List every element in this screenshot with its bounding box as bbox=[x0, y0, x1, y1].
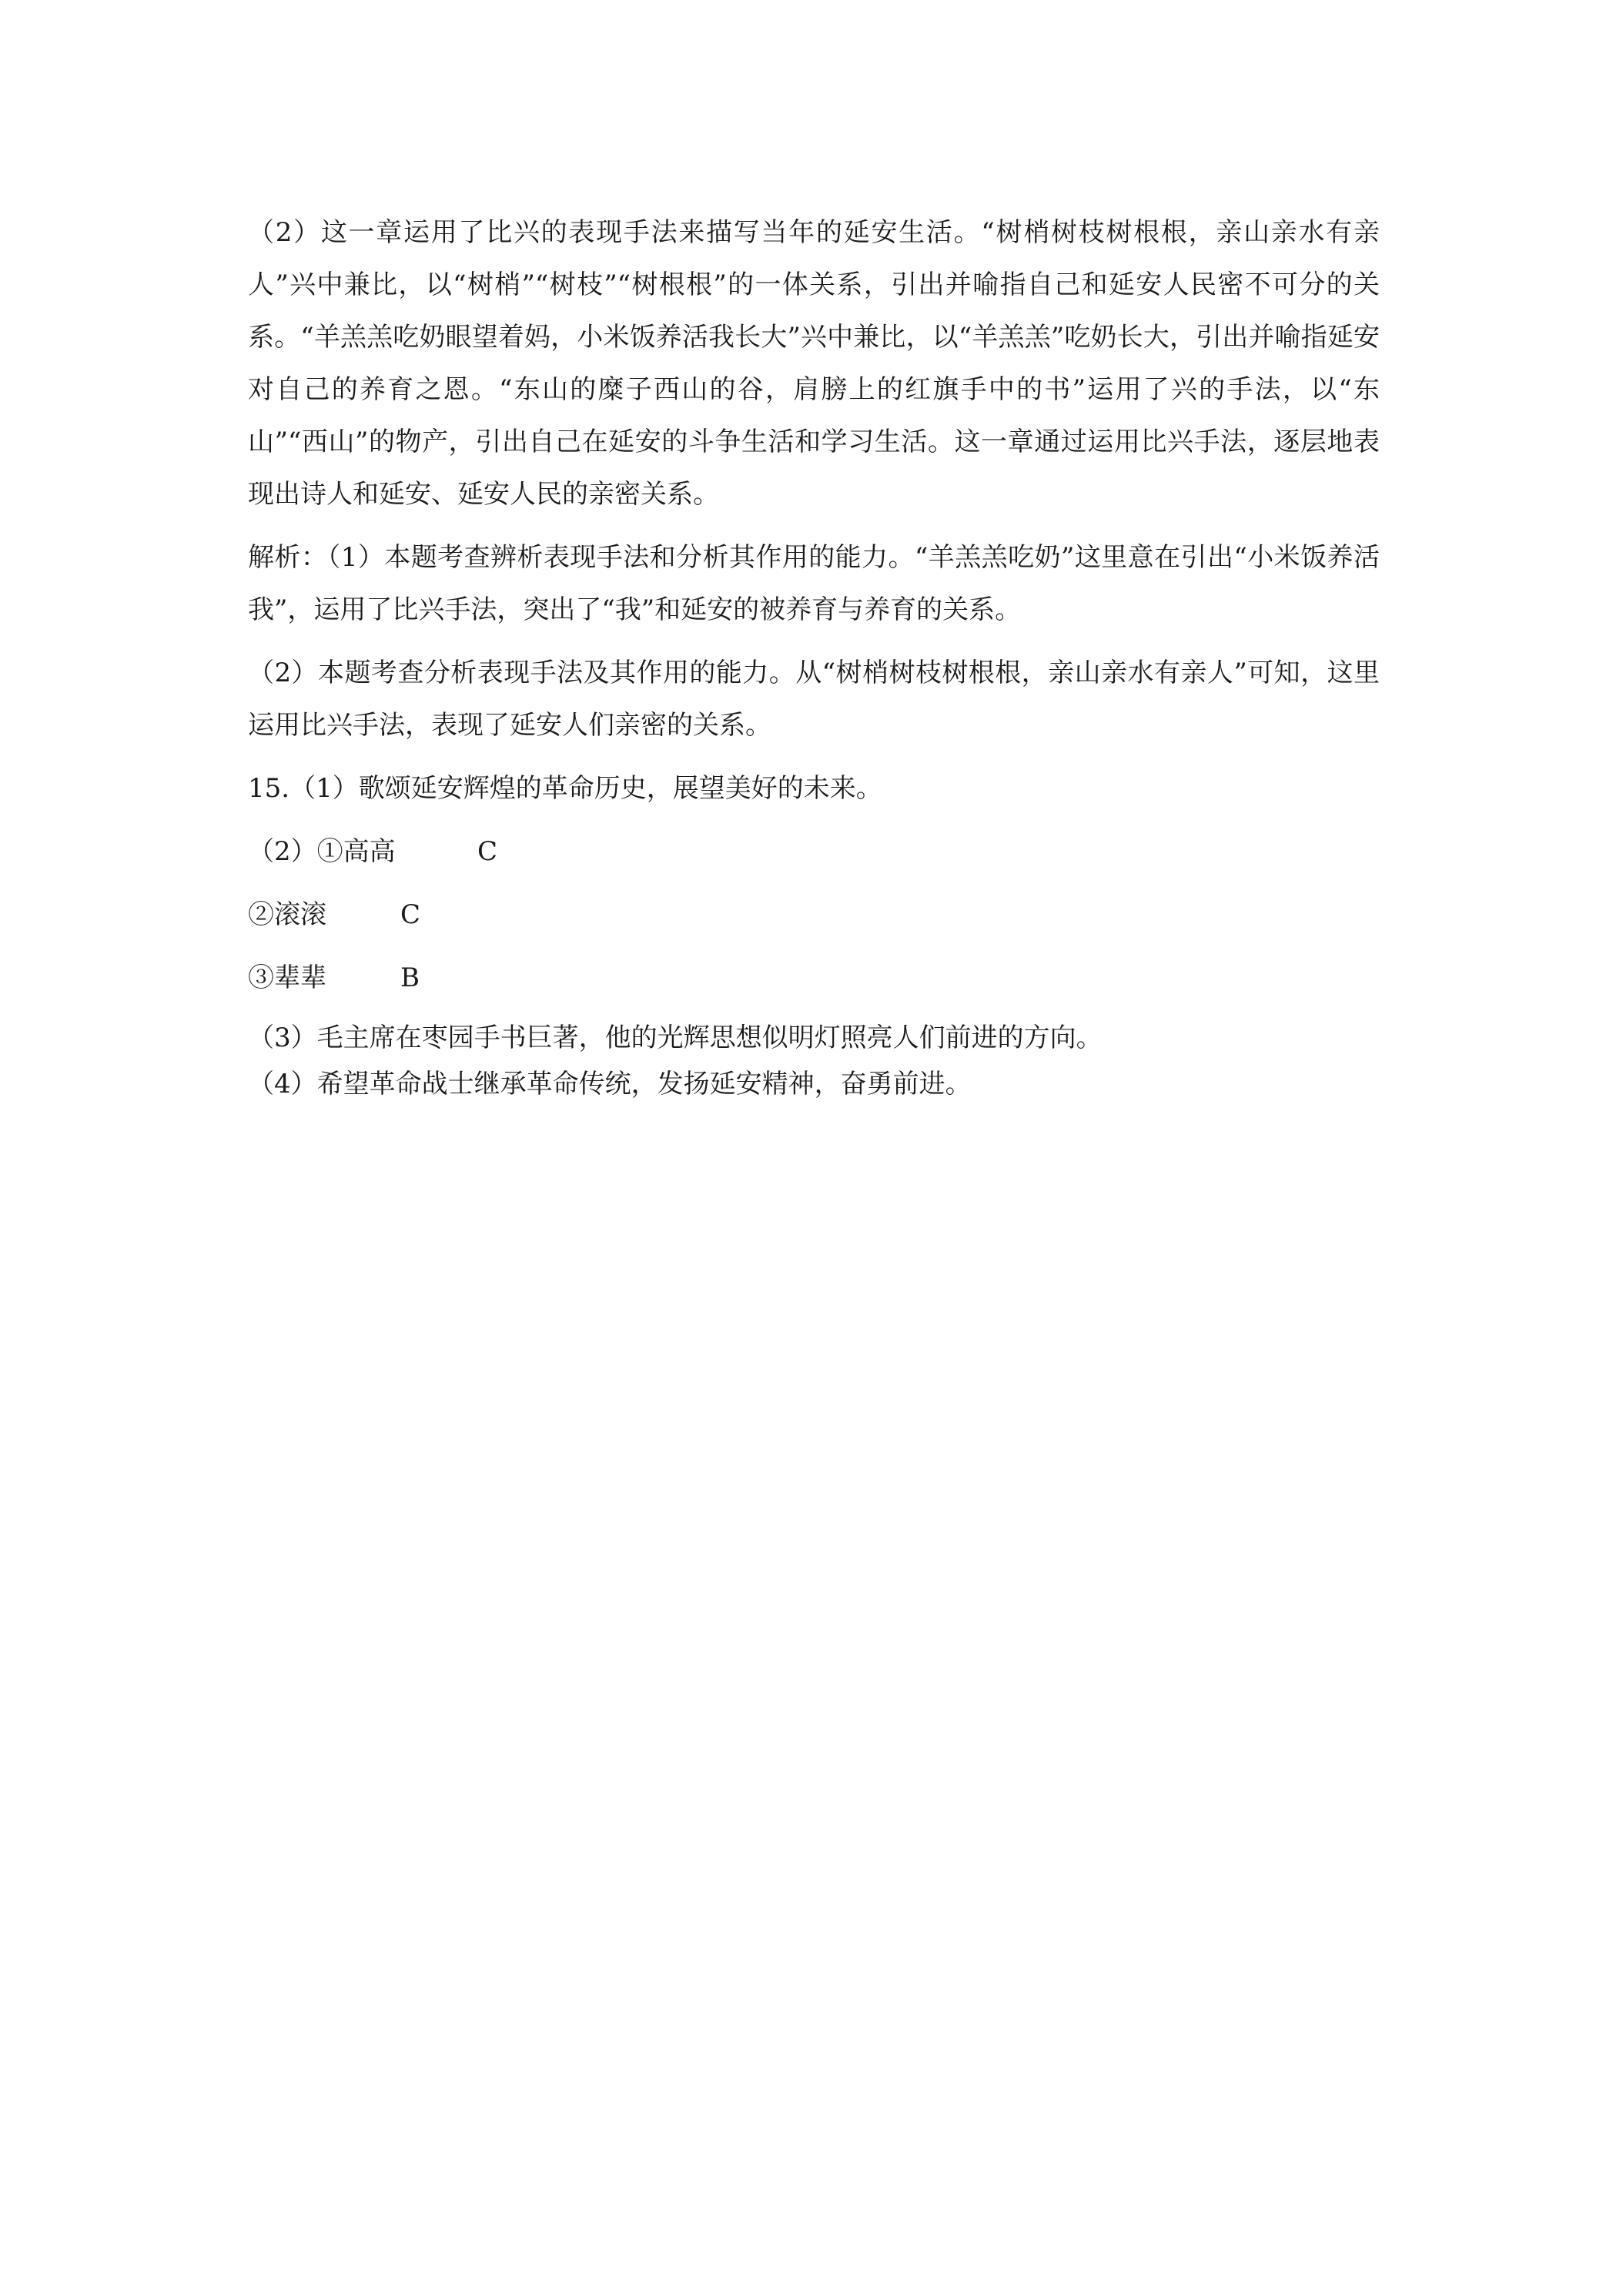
paragraph-explanation-2: （2）本题考查分析表现手法及其作用的能力。从“树梢树枝树根根，亲山亲水有亲人”可知，这里运用比兴手法，表现了延安人们亲密的关系。 bbox=[248, 658, 1380, 741]
paragraph-explanation-1: 解析：（1）本题考查辨析表现手法和分析其作用的能力。“羊羔羔吃奶”这里意在引出“小米饭养活我”，运用了比兴手法，突出了“我”和延安的被养育与养育的关系。 bbox=[248, 542, 1380, 625]
choice-row-2 bbox=[248, 889, 1380, 941]
choice-answer-1: C bbox=[477, 836, 498, 867]
paragraph-question-15-4: （4）希望革命战士继承革命传统，发扬延安精神，奋勇前进。 bbox=[248, 1069, 972, 1099]
paragraph-analysis-2: （2）这一章运用了比兴的表现手法来描写当年的延安生活。“树梢树枝树根根，亲山亲水有亲人”兴中兼比，以“树梢”“树枝”“树根根”的一体关系，引出并喻指自己和延安人民密不可分的关系。“羊羔羔吃奶眼望着妈，小米饭养活我长大”兴中兼比，以“羊羔羔”吃奶长大，引出并喻指延安对自己的养育之恩。“东山的糜子西山的谷，肩膀上的红旗手中的书”运用了兴的手法，以“东山”“西山”的物产，引出自己在延安的斗争生活和学习生活。这一章通过运用比兴手法，逐层地表现出诗人和延安、延安人民的亲密关系。 bbox=[248, 217, 1380, 510]
choice-label-2: ②滚滚 bbox=[248, 899, 326, 930]
paragraph-question-15-3: （3）毛主席在枣园手书巨著，他的光辉思想似明灯照亮人们前进的方向。 bbox=[248, 1022, 1103, 1053]
choice-row-1 bbox=[248, 825, 1380, 878]
choice-label-3: ③辈辈 bbox=[248, 962, 326, 993]
choice-row-3 bbox=[248, 952, 1380, 1004]
choice-label-1: （2）①高高 bbox=[248, 836, 396, 867]
choice-answer-3: B bbox=[400, 962, 420, 993]
paragraph-question-15-1: 15.（1）歌颂延安辉煌的革命历史，展望美好的未来。 bbox=[248, 773, 882, 804]
answer-content bbox=[248, 206, 1380, 1107]
choice-answer-2: C bbox=[400, 899, 421, 930]
